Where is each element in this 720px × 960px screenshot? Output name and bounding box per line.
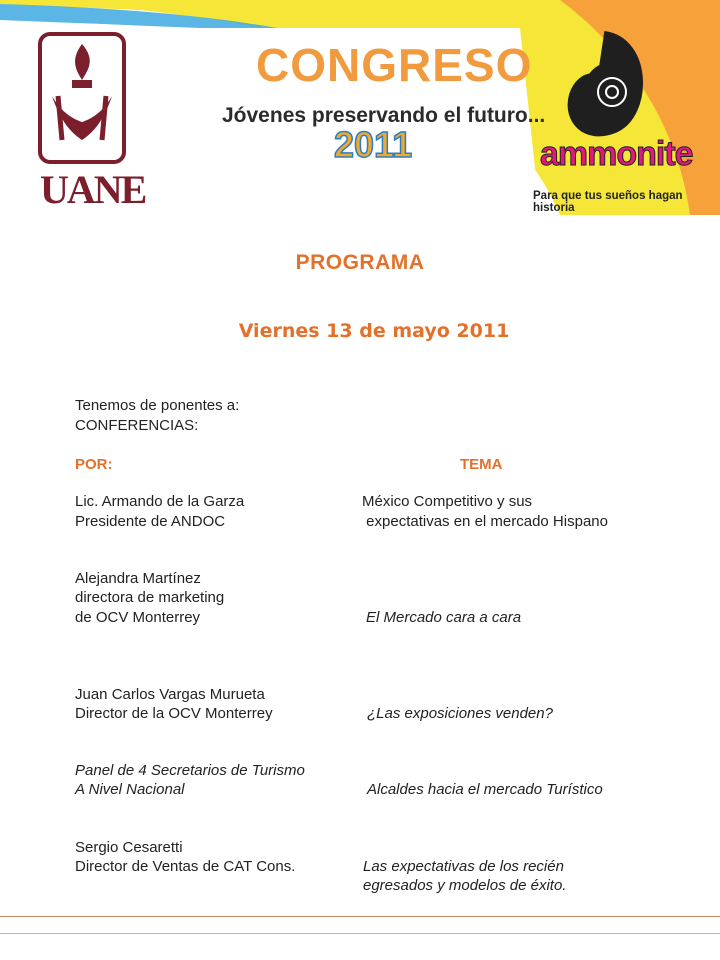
speaker-topic: Alcaldes hacia el mercado Turístico: [367, 781, 603, 798]
congress-year: 2011: [334, 124, 413, 165]
speaker-name: Panel de 4 Secretarios de Turismo: [75, 762, 305, 779]
speaker-role: A Nivel Nacional: [75, 781, 185, 798]
speaker-topic: ¿Las exposiciones venden?: [367, 705, 553, 722]
speaker-role: directora de marketing: [75, 589, 225, 606]
speaker-role: de OCV Monterrey: [75, 609, 201, 626]
speaker-topic: Las expectativas de los recién: [363, 858, 564, 875]
speaker-topic: México Competitivo y sus: [362, 493, 533, 510]
footer-divider: [0, 933, 720, 934]
conferences-label: CONFERENCIAS:: [75, 417, 199, 434]
program-date: Viernes 13 de mayo 2011: [238, 320, 510, 342]
speaker-name: Sergio Cesaretti: [75, 839, 183, 856]
speaker-role: Presidente de ANDOC: [75, 513, 226, 530]
congress-subtitle: Jóvenes preservando el futuro...: [222, 104, 546, 127]
speaker-topic: egresados y modelos de éxito.: [363, 877, 567, 894]
congress-title: CONGRESO: [256, 39, 533, 91]
speaker-role: Director de Ventas de CAT Cons.: [75, 858, 296, 875]
ammonite-tagline: Para que tus sueños hagan historia: [533, 190, 683, 214]
uane-logo-text: UANE: [40, 167, 146, 212]
ammonite-logo-text: ammonite: [540, 135, 693, 173]
speaker-topic: expectativas en el mercado Hispano: [362, 513, 608, 530]
intro-line: Tenemos de ponentes a:: [75, 397, 240, 414]
speaker-name: Juan Carlos Vargas Murueta: [75, 686, 265, 703]
header-banner: [0, 0, 720, 215]
program-heading: PROGRAMA: [295, 251, 425, 274]
column-header-tema: TEMA: [460, 456, 503, 473]
footer-divider: [0, 916, 720, 917]
speaker-name: Alejandra Martínez: [75, 570, 201, 587]
column-header-por: POR:: [75, 456, 113, 473]
speaker-name: Lic. Armando de la Garza: [75, 493, 245, 510]
speaker-role: Director de la OCV Monterrey: [75, 705, 273, 722]
speaker-topic: El Mercado cara a cara: [366, 609, 522, 626]
